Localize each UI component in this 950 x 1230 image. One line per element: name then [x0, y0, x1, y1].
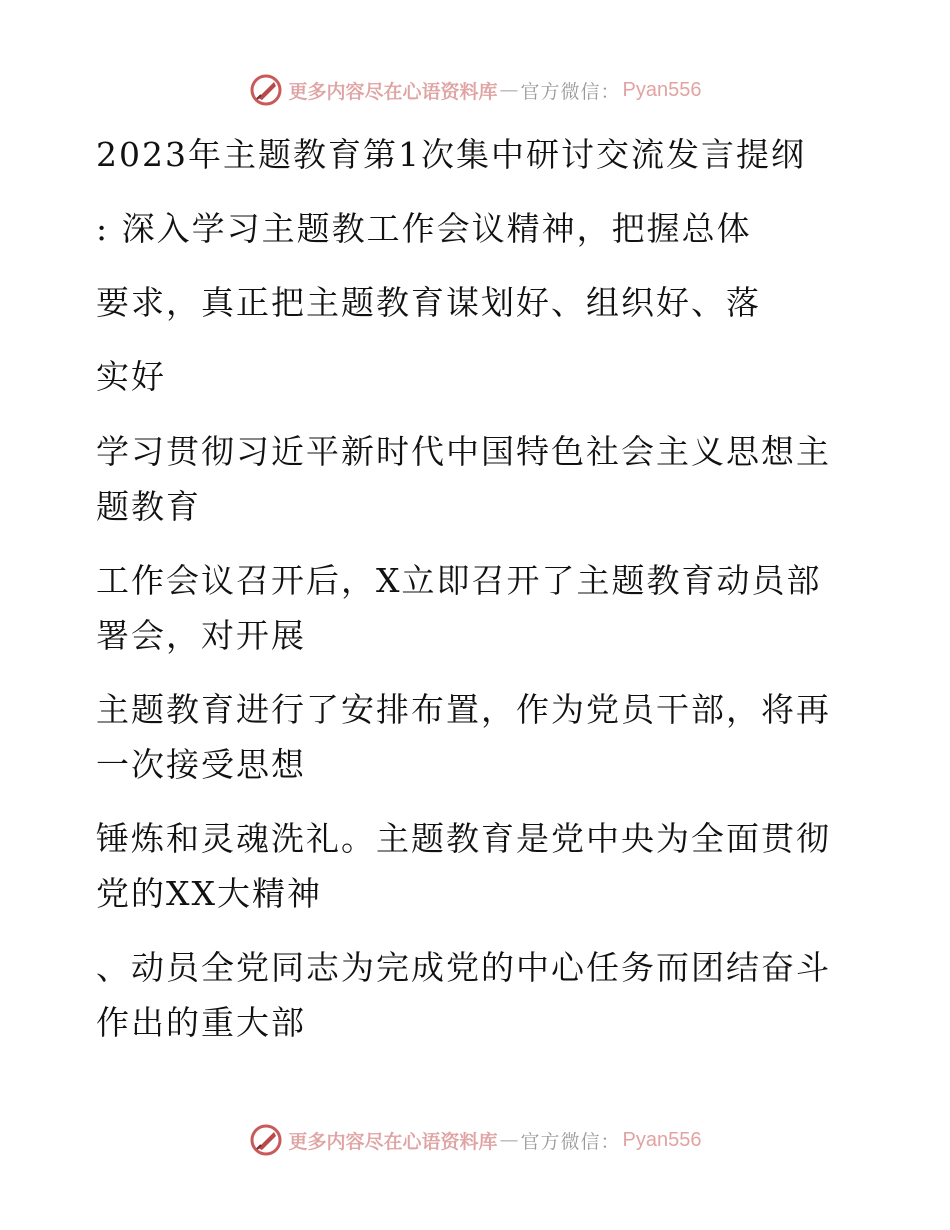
- watermark-official-label: 官方微信：: [520, 1130, 621, 1153]
- body-paragraph: 工作会议召开后，X立即召开了主题教育动员部署会，对开展: [96, 561, 822, 655]
- body-paragraph: 锤炼和灵魂洗礼。主题教育是党中央为全面贯彻党的XX大精神: [96, 819, 831, 913]
- body-paragraph: 、动员全党同志为完成党的中心任务而团结奋斗作出的重大部: [96, 948, 831, 1042]
- body-paragraph: 主题教育进行了安排布置，作为党员干部，将再一次接受思想: [96, 690, 831, 784]
- document-body: [96, 118, 866, 1069]
- watermark-account: Pyan556: [622, 1128, 702, 1151]
- title-line: : 深入学习主题教工作会议精神，把握总体: [96, 209, 752, 248]
- footer-watermark: [0, 1118, 950, 1162]
- quill-logo-icon: [249, 73, 283, 107]
- header-watermark: [0, 68, 950, 112]
- title-line: 2023年主题教育第1次集中研讨交流发言提纲: [96, 135, 806, 174]
- watermark-brand-text: 更多内容尽在心语资料库: [288, 80, 498, 103]
- title-line: 实好: [96, 357, 166, 396]
- body-paragraph: 学习贯彻习近平新时代中国特色社会主义思想主题教育: [96, 432, 831, 526]
- watermark-dash: —: [499, 79, 519, 101]
- document-paragraphs: [96, 424, 866, 1050]
- watermark-official-label: 官方微信：: [520, 80, 621, 103]
- watermark-account: Pyan556: [622, 78, 702, 101]
- watermark-dash: —: [499, 1129, 519, 1151]
- document-title: [96, 118, 866, 414]
- title-line: 要求，真正把主题教育谋划好、组织好、落: [96, 283, 761, 322]
- watermark-brand-text: 更多内容尽在心语资料库: [288, 1130, 498, 1153]
- quill-logo-icon: [249, 1123, 283, 1157]
